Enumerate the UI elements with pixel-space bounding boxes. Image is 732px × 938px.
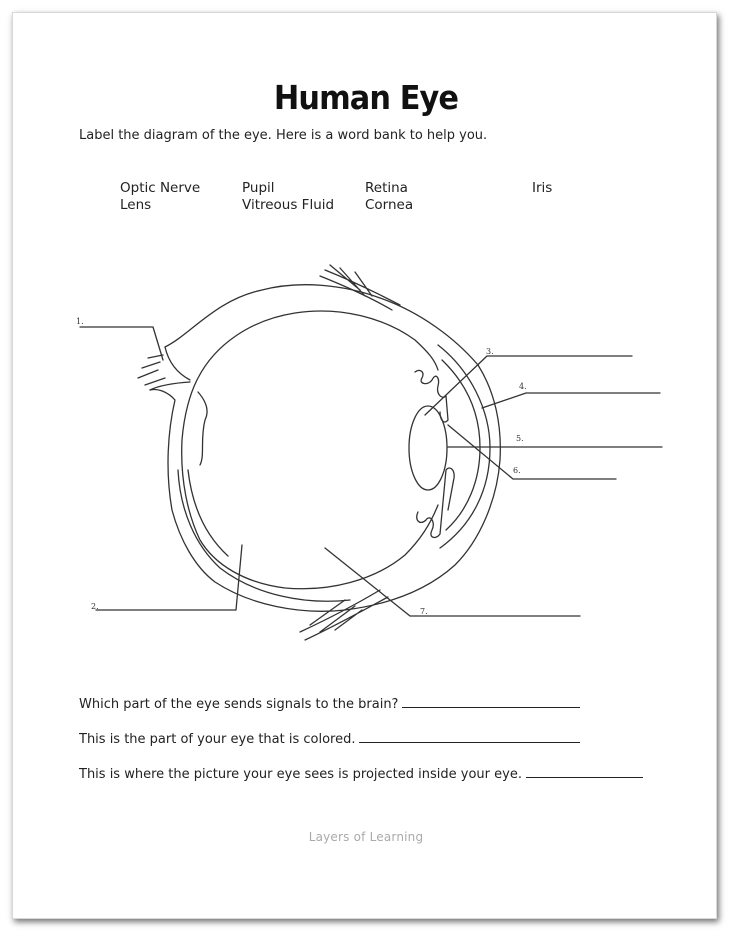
- leader-7: [325, 548, 580, 616]
- choroid-line: [178, 470, 350, 601]
- question-1-text: Which part of the eye sends signals to the brain?: [79, 697, 399, 712]
- leader-2: [96, 545, 242, 610]
- question-2: [79, 730, 580, 747]
- answer-blank-3[interactable]: [526, 765, 643, 778]
- question-3-text: This is where the picture your eye sees is projected inside your eye.: [79, 767, 522, 782]
- word-iris: Iris: [532, 180, 553, 196]
- label-4: 4.: [519, 382, 527, 391]
- label-5: 5.: [516, 434, 524, 443]
- question-2-text: This is the part of your eye that is colored.: [79, 732, 356, 747]
- muscle-top: [320, 265, 400, 310]
- question-3: [79, 765, 643, 782]
- retina-inner: [182, 311, 438, 589]
- muscle-bottom: [300, 590, 388, 640]
- word-optic-nerve: Optic Nerve: [120, 180, 201, 196]
- iris-top: [415, 370, 448, 422]
- answer-blank-1[interactable]: [402, 695, 580, 708]
- leader-6: [448, 425, 616, 479]
- question-1: [79, 695, 580, 712]
- label-2: 2.: [91, 602, 99, 611]
- lens: [409, 406, 447, 490]
- label-3: 3.: [486, 347, 494, 356]
- label-1: 1.: [76, 317, 84, 326]
- label-7: 7.: [420, 607, 428, 616]
- page-title: Human Eye: [273, 78, 459, 117]
- answer-blank-2[interactable]: [359, 730, 580, 743]
- word-cornea: Cornea: [365, 197, 414, 213]
- leader-4: [482, 393, 660, 408]
- word-vitreous-fluid: Vitreous Fluid: [242, 197, 335, 213]
- leader-3: [425, 356, 632, 415]
- word-lens: Lens: [120, 197, 152, 213]
- optic-nerve-fibers: [138, 355, 165, 385]
- footer-watermark: Layers of Learning: [308, 830, 424, 844]
- label-6: 6.: [513, 466, 521, 475]
- choroid-line-2: [188, 470, 228, 556]
- leader-1: [80, 327, 163, 360]
- word-pupil: Pupil: [242, 180, 275, 196]
- optic-nerve: [150, 347, 207, 465]
- instructions: Label the diagram of the eye. Here is a word bank to help you.: [79, 128, 488, 143]
- word-retina: Retina: [365, 180, 408, 196]
- cornea-inner: [442, 360, 480, 530]
